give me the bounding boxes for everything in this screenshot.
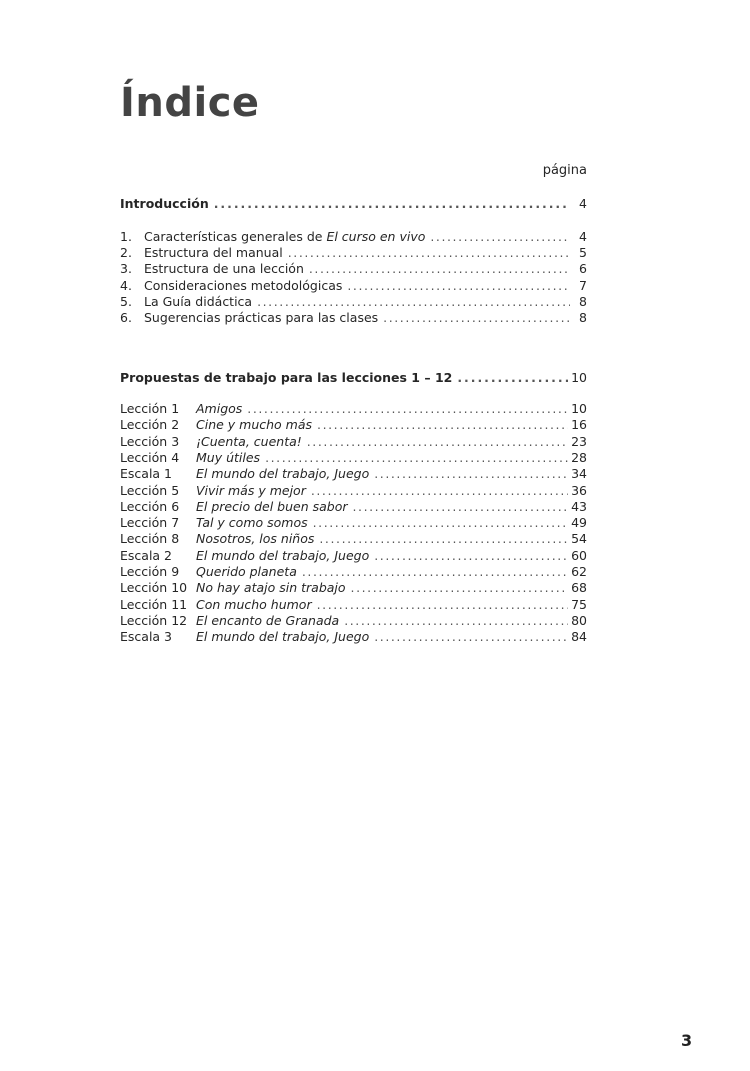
leader-dots <box>374 629 568 645</box>
toc-intro-item <box>120 261 587 277</box>
toc-lesson-page: 49 <box>571 515 587 531</box>
toc-lesson-page: 80 <box>571 612 587 628</box>
leader-dots <box>247 401 568 417</box>
toc-lesson-title: El precio del buen sabor <box>196 498 348 514</box>
toc-lesson-item <box>120 515 587 531</box>
leader-dots <box>319 531 568 547</box>
toc-lesson-title: El mundo del trabajo, Juego <box>196 629 370 645</box>
toc-lesson-label <box>120 417 312 433</box>
toc-lesson-title: Vivir más y mejor <box>196 482 306 498</box>
toc-lesson-title: El mundo del trabajo, Juego <box>196 547 370 563</box>
toc-item-page: 8 <box>579 293 587 309</box>
toc-lesson-code: Escala 1 <box>120 466 173 482</box>
toc-lesson-label <box>120 466 369 482</box>
leader-dots <box>383 310 570 326</box>
toc-item-text: Consideraciones metodológicas <box>144 277 343 293</box>
toc-item-label <box>120 261 304 277</box>
page-column-label: página <box>542 163 587 178</box>
toc-lesson-page: 10 <box>571 401 587 416</box>
toc-lesson-page: 34 <box>571 466 587 482</box>
toc-lesson-title: Amigos <box>196 401 243 416</box>
toc-item-text: Estructura del manual <box>144 245 283 261</box>
toc-lesson-label <box>120 597 312 613</box>
leader-dots <box>317 597 568 613</box>
toc-item-page: 8 <box>579 310 587 325</box>
toc-lesson-code: Lección 11 <box>120 596 188 612</box>
toc-proposals-label: Propuestas de trabajo para las lecciones 1 – 12 <box>120 370 453 385</box>
toc-lesson-item <box>120 450 587 466</box>
leader-dots <box>265 450 568 466</box>
toc-item-page: 5 <box>579 245 587 261</box>
toc-lesson-code: Lección 7 <box>120 515 180 531</box>
toc-lesson-item <box>120 629 587 645</box>
toc-lesson-title: Muy útiles <box>196 449 261 465</box>
toc-item-italic: El curso en vivo <box>326 229 426 244</box>
toc-item-number: 6. <box>120 310 132 325</box>
toc-lesson-code: Lección 6 <box>120 498 180 514</box>
toc-lesson-item <box>120 499 587 515</box>
toc-lesson-label <box>120 434 302 450</box>
toc-lesson-code: Escala 3 <box>120 629 173 645</box>
toc-lesson-page: 16 <box>571 417 587 433</box>
toc-intro-item <box>120 229 587 245</box>
toc-lesson-code: Lección 1 <box>120 401 180 416</box>
toc-lesson-page: 84 <box>571 629 587 645</box>
toc-lesson-label <box>120 450 260 466</box>
leader-dots <box>307 434 568 450</box>
toc-lesson-title: ¡Cuenta, cuenta! <box>196 433 302 449</box>
toc-item-page: 4 <box>579 229 587 244</box>
toc-lesson-title: El mundo del trabajo, Juego <box>196 466 370 482</box>
leader-dots <box>430 229 570 245</box>
toc-lesson-title: No hay atajo sin trabajo <box>196 580 346 596</box>
toc-proposals-heading <box>120 370 587 386</box>
toc-lesson-page: 75 <box>571 596 587 612</box>
toc-item-number: 5. <box>120 293 132 309</box>
toc-intro-item <box>120 294 587 310</box>
toc-item-label <box>120 229 425 245</box>
toc-lesson-label <box>120 548 369 564</box>
toc-item-text: Estructura de una lección <box>144 261 304 277</box>
leader-dots <box>313 515 568 531</box>
toc-lesson-title: El encanto de Granada <box>196 612 340 628</box>
toc-lesson-label <box>120 629 369 645</box>
toc-intro-page: 4 <box>579 196 587 211</box>
toc-item-number: 1. <box>120 229 132 244</box>
toc-lesson-item <box>120 580 587 596</box>
toc-lesson-page: 23 <box>571 433 587 449</box>
leader-dots <box>257 294 570 310</box>
toc-lesson-item <box>120 597 587 613</box>
toc-item-text: Sugerencias prácticas para las clases <box>144 310 379 325</box>
toc-lesson-label <box>120 499 347 515</box>
toc-lesson-item <box>120 613 587 629</box>
toc-lesson-item <box>120 466 587 482</box>
toc-item-label <box>120 278 342 294</box>
toc-lesson-page: 62 <box>571 564 587 579</box>
toc-lesson-code: Lección 9 <box>120 564 180 579</box>
toc-lesson-label <box>120 580 346 596</box>
toc-item-text: Características generales de <box>144 229 327 244</box>
page-number: 3 <box>681 1031 693 1050</box>
leader-dots <box>214 196 570 212</box>
toc-lesson-title: Nosotros, los niños <box>196 531 315 547</box>
leader-dots <box>317 417 568 433</box>
toc-lesson-title: Con mucho humor <box>196 596 312 612</box>
toc-lesson-item <box>120 531 587 547</box>
toc-lesson-code: Lección 5 <box>120 482 180 498</box>
leader-dots <box>311 483 568 499</box>
toc-lesson-title: Cine y mucho más <box>196 417 313 433</box>
toc-item-number: 3. <box>120 261 132 277</box>
toc-lesson-label <box>120 531 314 547</box>
toc-item-page: 7 <box>579 277 587 293</box>
toc-item-page: 6 <box>579 261 587 277</box>
toc-item-number: 4. <box>120 277 132 293</box>
toc-proposals-page: 10 <box>571 370 587 385</box>
toc-lesson-code: Lección 4 <box>120 449 180 465</box>
toc-lesson-code: Lección 8 <box>120 531 180 547</box>
toc-lesson-page: 43 <box>571 498 587 514</box>
toc-lesson-code: Lección 10 <box>120 580 188 596</box>
toc-lesson-item <box>120 401 587 417</box>
toc-lesson-label <box>120 401 242 417</box>
toc-lesson-page: 36 <box>571 482 587 498</box>
toc-lesson-item <box>120 548 587 564</box>
toc-lesson-page: 28 <box>571 449 587 465</box>
leader-dots <box>374 548 568 564</box>
leader-dots <box>374 466 568 482</box>
toc-lesson-title: Querido planeta <box>196 564 297 579</box>
toc-lesson-item <box>120 483 587 499</box>
leader-dots <box>309 261 570 277</box>
toc-lesson-code: Lección 2 <box>120 417 180 433</box>
toc-lesson-label <box>120 613 339 629</box>
toc-lesson-label <box>120 483 306 499</box>
toc-lesson-label <box>120 564 297 580</box>
leader-dots <box>302 564 568 580</box>
leader-dots <box>352 499 568 515</box>
toc-lesson-code: Escala 2 <box>120 547 173 563</box>
leader-dots <box>457 370 568 386</box>
toc-intro-item <box>120 245 587 261</box>
toc-lesson-item <box>120 434 587 450</box>
toc-item-label <box>120 245 283 261</box>
toc-lesson-item <box>120 417 587 433</box>
toc-lesson-code: Lección 3 <box>120 433 180 449</box>
toc-intro-item <box>120 278 587 294</box>
leader-dots <box>351 580 569 596</box>
toc-lesson-code: Lección 12 <box>120 612 188 628</box>
leader-dots <box>347 278 570 294</box>
toc-item-text: La Guía didáctica <box>144 293 253 309</box>
toc-lesson-page: 60 <box>571 547 587 563</box>
toc-intro-heading <box>120 196 587 212</box>
toc-lesson-page: 68 <box>571 580 587 596</box>
toc-intro-label: Introducción <box>120 196 209 211</box>
page-title: Índice <box>120 80 260 126</box>
toc-intro-item <box>120 310 587 326</box>
toc-item-label <box>120 310 378 326</box>
toc-lesson-label <box>120 515 308 531</box>
toc-item-label <box>120 294 252 310</box>
toc-lesson-page: 54 <box>571 531 587 547</box>
toc-lesson-item <box>120 564 587 580</box>
toc-lesson-title: Tal y como somos <box>196 515 308 531</box>
leader-dots <box>288 245 570 261</box>
leader-dots <box>344 613 568 629</box>
toc-item-number: 2. <box>120 245 132 261</box>
